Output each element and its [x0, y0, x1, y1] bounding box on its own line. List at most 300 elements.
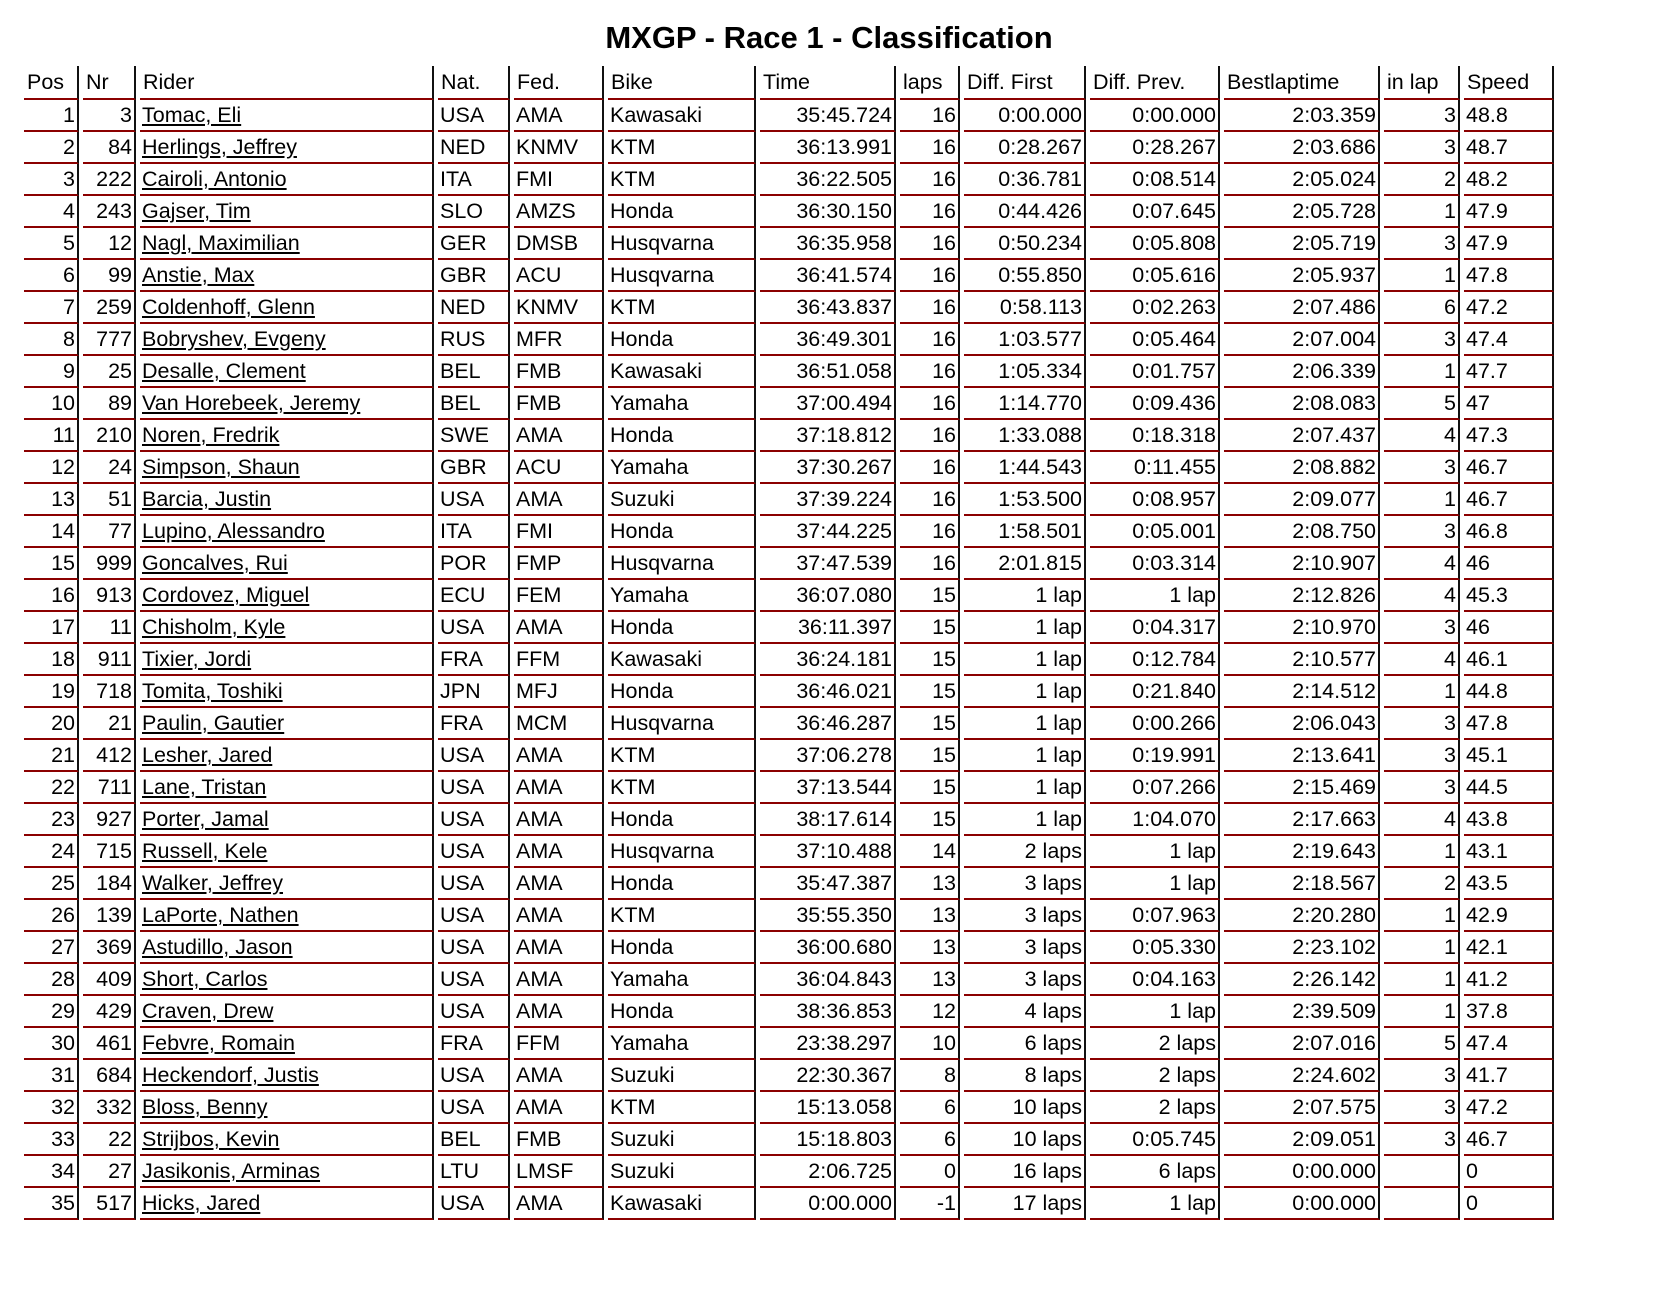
cell-laps: 16: [900, 228, 960, 260]
cell-fed: FFM: [514, 644, 604, 676]
cell-nr: 184: [83, 868, 136, 900]
cell-pos: 29: [24, 996, 79, 1028]
cell-fed: MCM: [514, 708, 604, 740]
cell-diff-prev: 0:05.616: [1090, 260, 1220, 292]
cell-in-lap: 3: [1384, 1124, 1460, 1156]
cell-diff-prev: 0:00.266: [1090, 708, 1220, 740]
rider-link[interactable]: Jasikonis, Arminas: [142, 1159, 321, 1183]
cell-bike: Yamaha: [608, 1028, 756, 1060]
cell-fed: MFJ: [514, 676, 604, 708]
cell-bike: KTM: [608, 900, 756, 932]
cell-fed: KNMV: [514, 132, 604, 164]
cell-diff-prev: 0:05.001: [1090, 516, 1220, 548]
rider-link[interactable]: Cordovez, Miguel: [142, 583, 310, 607]
cell-bike: Kawasaki: [608, 644, 756, 676]
cell-speed: 41.7: [1464, 1060, 1554, 1092]
cell-laps: 16: [900, 420, 960, 452]
table-row: [24, 964, 1554, 996]
cell-pos: 23: [24, 804, 79, 836]
cell-speed: 47.2: [1464, 1092, 1554, 1124]
rider-link[interactable]: Walker, Jeffrey: [142, 871, 283, 895]
cell-speed: 48.7: [1464, 132, 1554, 164]
cell-speed: 48.8: [1464, 100, 1554, 132]
cell-nr: 911: [83, 644, 136, 676]
cell-diff-first: 1:14.770: [964, 388, 1086, 420]
cell-nat: SWE: [438, 420, 510, 452]
cell-laps: 16: [900, 452, 960, 484]
cell-rider: [140, 1060, 434, 1092]
cell-laps: 12: [900, 996, 960, 1028]
rider-link[interactable]: Astudillo, Jason: [142, 935, 293, 959]
column-header-fed: Fed.: [514, 66, 604, 100]
cell-nr: 369: [83, 932, 136, 964]
cell-diff-prev: 0:11.455: [1090, 452, 1220, 484]
cell-fed: AMA: [514, 612, 604, 644]
cell-pos: 30: [24, 1028, 79, 1060]
column-header-nat: Nat.: [438, 66, 510, 100]
cell-laps: 15: [900, 804, 960, 836]
cell-rider: [140, 676, 434, 708]
table-row: [24, 196, 1554, 228]
cell-in-lap: 2: [1384, 868, 1460, 900]
cell-speed: 47.4: [1464, 1028, 1554, 1060]
cell-bike: Honda: [608, 868, 756, 900]
cell-laps: 15: [900, 580, 960, 612]
cell-in-lap: 1: [1384, 836, 1460, 868]
cell-time: 36:35.958: [760, 228, 896, 260]
cell-nat: ECU: [438, 580, 510, 612]
cell-in-lap: 1: [1384, 964, 1460, 996]
cell-laps: 16: [900, 100, 960, 132]
cell-nat: USA: [438, 1092, 510, 1124]
cell-nr: 718: [83, 676, 136, 708]
cell-pos: 26: [24, 900, 79, 932]
cell-in-lap: 4: [1384, 804, 1460, 836]
cell-nr: 139: [83, 900, 136, 932]
rider-link[interactable]: Cairoli, Antonio: [142, 167, 287, 191]
table-row: [24, 100, 1554, 132]
cell-nr: 927: [83, 804, 136, 836]
cell-speed: 46.7: [1464, 452, 1554, 484]
cell-bestlaptime: 2:08.083: [1224, 388, 1380, 420]
cell-diff-prev: 0:21.840: [1090, 676, 1220, 708]
rider-link[interactable]: Coldenhoff, Glenn: [142, 295, 315, 319]
cell-fed: FMI: [514, 164, 604, 196]
cell-bestlaptime: 2:05.937: [1224, 260, 1380, 292]
column-header-time: Time: [760, 66, 896, 100]
rider-link[interactable]: Nagl, Maximilian: [142, 231, 300, 255]
cell-bike: Honda: [608, 676, 756, 708]
cell-pos: 1: [24, 100, 79, 132]
rider-link[interactable]: Lesher, Jared: [142, 743, 273, 767]
cell-time: 36:24.181: [760, 644, 896, 676]
cell-rider: [140, 644, 434, 676]
cell-diff-prev: 2 laps: [1090, 1028, 1220, 1060]
rider-link[interactable]: Short, Carlos: [142, 967, 268, 991]
cell-diff-prev: 0:18.318: [1090, 420, 1220, 452]
cell-diff-first: 0:55.850: [964, 260, 1086, 292]
table-header-row: [24, 66, 1554, 100]
rider-link[interactable]: Goncalves, Rui: [142, 551, 288, 575]
cell-in-lap: 1: [1384, 676, 1460, 708]
cell-diff-prev: 0:08.514: [1090, 164, 1220, 196]
cell-nat: SLO: [438, 196, 510, 228]
cell-nat: BEL: [438, 388, 510, 420]
cell-diff-first: 0:28.267: [964, 132, 1086, 164]
cell-fed: AMA: [514, 836, 604, 868]
rider-link[interactable]: Chisholm, Kyle: [142, 615, 286, 639]
cell-fed: MFR: [514, 324, 604, 356]
column-header-laps: laps: [900, 66, 960, 100]
cell-time: 15:13.058: [760, 1092, 896, 1124]
cell-laps: 16: [900, 516, 960, 548]
cell-laps: -1: [900, 1188, 960, 1220]
cell-in-lap: 3: [1384, 100, 1460, 132]
cell-time: 36:43.837: [760, 292, 896, 324]
rider-link[interactable]: Craven, Drew: [142, 999, 274, 1023]
cell-laps: 14: [900, 836, 960, 868]
cell-bike: KTM: [608, 1092, 756, 1124]
cell-speed: 43.8: [1464, 804, 1554, 836]
cell-laps: 16: [900, 388, 960, 420]
cell-diff-first: 3 laps: [964, 964, 1086, 996]
cell-diff-first: 1:58.501: [964, 516, 1086, 548]
cell-bestlaptime: 2:07.016: [1224, 1028, 1380, 1060]
cell-diff-first: 0:50.234: [964, 228, 1086, 260]
table-row: [24, 740, 1554, 772]
cell-speed: 45.1: [1464, 740, 1554, 772]
cell-pos: 32: [24, 1092, 79, 1124]
cell-diff-prev: 0:19.991: [1090, 740, 1220, 772]
cell-bestlaptime: 2:05.024: [1224, 164, 1380, 196]
cell-nr: 11: [83, 612, 136, 644]
cell-pos: 13: [24, 484, 79, 516]
rider-link[interactable]: Heckendorf, Justis: [142, 1063, 319, 1087]
rider-link[interactable]: Lane, Tristan: [142, 775, 267, 799]
cell-pos: 4: [24, 196, 79, 228]
cell-time: 37:39.224: [760, 484, 896, 516]
cell-bike: KTM: [608, 292, 756, 324]
table-row: [24, 836, 1554, 868]
cell-rider: [140, 164, 434, 196]
cell-fed: FMI: [514, 516, 604, 548]
cell-diff-first: 10 laps: [964, 1092, 1086, 1124]
cell-rider: [140, 868, 434, 900]
cell-time: 36:11.397: [760, 612, 896, 644]
cell-fed: ACU: [514, 260, 604, 292]
cell-speed: 47.9: [1464, 228, 1554, 260]
cell-pos: 8: [24, 324, 79, 356]
cell-in-lap: 4: [1384, 580, 1460, 612]
cell-nat: USA: [438, 772, 510, 804]
cell-nr: 999: [83, 548, 136, 580]
cell-diff-first: 1 lap: [964, 772, 1086, 804]
cell-diff-first: 10 laps: [964, 1124, 1086, 1156]
rider-link[interactable]: Russell, Kele: [142, 839, 268, 863]
table-row: [24, 420, 1554, 452]
rider-link[interactable]: Tixier, Jordi: [142, 647, 252, 671]
rider-link[interactable]: Strijbos, Kevin: [142, 1127, 280, 1151]
rider-link[interactable]: Bobryshev, Evgeny: [142, 327, 326, 351]
cell-diff-prev: 0:08.957: [1090, 484, 1220, 516]
cell-in-lap: 1: [1384, 996, 1460, 1028]
cell-diff-first: 1:05.334: [964, 356, 1086, 388]
cell-speed: 47.2: [1464, 292, 1554, 324]
rider-link[interactable]: Simpson, Shaun: [142, 455, 300, 479]
table-row: [24, 516, 1554, 548]
cell-speed: 46.8: [1464, 516, 1554, 548]
cell-bike: Yamaha: [608, 452, 756, 484]
cell-bestlaptime: 2:24.602: [1224, 1060, 1380, 1092]
table-row: [24, 292, 1554, 324]
cell-bestlaptime: 2:09.051: [1224, 1124, 1380, 1156]
rider-link[interactable]: Herlings, Jeffrey: [142, 135, 297, 159]
cell-nr: 89: [83, 388, 136, 420]
table-row: [24, 452, 1554, 484]
classification-table: [20, 66, 1558, 1220]
cell-fed: FFM: [514, 1028, 604, 1060]
cell-rider: [140, 836, 434, 868]
cell-laps: 16: [900, 196, 960, 228]
cell-diff-prev: 0:07.963: [1090, 900, 1220, 932]
cell-speed: 47.8: [1464, 260, 1554, 292]
cell-time: 37:00.494: [760, 388, 896, 420]
rider-link[interactable]: Barcia, Justin: [142, 487, 272, 511]
rider-link[interactable]: Hicks, Jared: [142, 1191, 261, 1215]
cell-in-lap: 3: [1384, 516, 1460, 548]
cell-time: 37:44.225: [760, 516, 896, 548]
cell-diff-prev: 6 laps: [1090, 1156, 1220, 1188]
cell-nr: 711: [83, 772, 136, 804]
cell-in-lap: 5: [1384, 388, 1460, 420]
cell-nr: 517: [83, 1188, 136, 1220]
table-row: [24, 676, 1554, 708]
cell-diff-prev: 1 lap: [1090, 996, 1220, 1028]
cell-nat: ITA: [438, 164, 510, 196]
cell-time: 36:22.505: [760, 164, 896, 196]
cell-diff-first: 1 lap: [964, 644, 1086, 676]
cell-bestlaptime: 2:07.004: [1224, 324, 1380, 356]
rider-link[interactable]: Porter, Jamal: [142, 807, 269, 831]
cell-speed: 46: [1464, 548, 1554, 580]
cell-in-lap: 1: [1384, 196, 1460, 228]
cell-in-lap: 1: [1384, 260, 1460, 292]
cell-speed: 48.2: [1464, 164, 1554, 196]
cell-bike: Kawasaki: [608, 100, 756, 132]
cell-fed: AMA: [514, 772, 604, 804]
cell-laps: 15: [900, 708, 960, 740]
rider-link[interactable]: Lupino, Alessandro: [142, 519, 325, 543]
cell-time: 36:13.991: [760, 132, 896, 164]
rider-link[interactable]: Tomac, Eli: [142, 103, 242, 127]
cell-pos: 19: [24, 676, 79, 708]
cell-fed: AMA: [514, 484, 604, 516]
cell-nat: USA: [438, 1188, 510, 1220]
cell-pos: 16: [24, 580, 79, 612]
cell-nr: 412: [83, 740, 136, 772]
table-row: [24, 260, 1554, 292]
rider-link[interactable]: Noren, Fredrik: [142, 423, 280, 447]
rider-link[interactable]: Tomita, Toshiki: [142, 679, 283, 703]
cell-laps: 10: [900, 1028, 960, 1060]
cell-in-lap: 2: [1384, 164, 1460, 196]
cell-in-lap: 3: [1384, 1060, 1460, 1092]
cell-laps: 8: [900, 1060, 960, 1092]
cell-bike: Yamaha: [608, 580, 756, 612]
cell-bike: Honda: [608, 196, 756, 228]
cell-rider: [140, 196, 434, 228]
rider-link[interactable]: Gajser, Tim: [142, 199, 251, 223]
table-row: [24, 1060, 1554, 1092]
cell-bestlaptime: 2:08.882: [1224, 452, 1380, 484]
cell-nat: NED: [438, 292, 510, 324]
cell-in-lap: 3: [1384, 452, 1460, 484]
cell-fed: FMB: [514, 1124, 604, 1156]
cell-time: 36:07.080: [760, 580, 896, 612]
cell-speed: 44.8: [1464, 676, 1554, 708]
cell-time: 38:36.853: [760, 996, 896, 1028]
cell-diff-first: 17 laps: [964, 1188, 1086, 1220]
cell-time: 37:18.812: [760, 420, 896, 452]
cell-in-lap: 1: [1384, 900, 1460, 932]
cell-bestlaptime: 2:07.486: [1224, 292, 1380, 324]
table-row: [24, 868, 1554, 900]
cell-bike: KTM: [608, 772, 756, 804]
cell-diff-prev: 0:28.267: [1090, 132, 1220, 164]
cell-bike: Honda: [608, 932, 756, 964]
cell-fed: AMA: [514, 804, 604, 836]
cell-diff-first: 1 lap: [964, 708, 1086, 740]
cell-pos: 5: [24, 228, 79, 260]
table-row: [24, 900, 1554, 932]
cell-pos: 17: [24, 612, 79, 644]
cell-bike: Honda: [608, 516, 756, 548]
rider-link[interactable]: Anstie, Max: [142, 263, 255, 287]
table-row: [24, 996, 1554, 1028]
rider-link[interactable]: Van Horebeek, Jeremy: [142, 391, 361, 415]
cell-in-lap: 4: [1384, 644, 1460, 676]
cell-in-lap: 3: [1384, 132, 1460, 164]
cell-bike: Kawasaki: [608, 1188, 756, 1220]
cell-rider: [140, 292, 434, 324]
rider-link[interactable]: Bloss, Benny: [142, 1095, 268, 1119]
cell-nat: USA: [438, 740, 510, 772]
cell-laps: 16: [900, 164, 960, 196]
cell-bike: Suzuki: [608, 1156, 756, 1188]
cell-pos: 2: [24, 132, 79, 164]
cell-diff-prev: 0:03.314: [1090, 548, 1220, 580]
table-row: [24, 612, 1554, 644]
cell-nr: 243: [83, 196, 136, 228]
cell-bestlaptime: 2:08.750: [1224, 516, 1380, 548]
rider-link[interactable]: Febvre, Romain: [142, 1031, 295, 1055]
cell-fed: AMA: [514, 100, 604, 132]
cell-bike: KTM: [608, 132, 756, 164]
cell-bestlaptime: 2:10.577: [1224, 644, 1380, 676]
cell-fed: AMA: [514, 996, 604, 1028]
cell-bike: Suzuki: [608, 1060, 756, 1092]
cell-time: 22:30.367: [760, 1060, 896, 1092]
cell-diff-first: 3 laps: [964, 932, 1086, 964]
cell-rider: [140, 708, 434, 740]
cell-in-lap: 4: [1384, 420, 1460, 452]
cell-laps: 15: [900, 612, 960, 644]
cell-nat: LTU: [438, 1156, 510, 1188]
cell-pos: 11: [24, 420, 79, 452]
cell-bestlaptime: 2:39.509: [1224, 996, 1380, 1028]
cell-diff-first: 4 laps: [964, 996, 1086, 1028]
cell-laps: 15: [900, 740, 960, 772]
cell-pos: 18: [24, 644, 79, 676]
cell-nat: USA: [438, 900, 510, 932]
cell-bike: Suzuki: [608, 484, 756, 516]
table-row: [24, 132, 1554, 164]
cell-laps: 16: [900, 324, 960, 356]
cell-speed: 43.1: [1464, 836, 1554, 868]
cell-rider: [140, 900, 434, 932]
cell-bestlaptime: 2:15.469: [1224, 772, 1380, 804]
cell-diff-first: 8 laps: [964, 1060, 1086, 1092]
cell-nr: 24: [83, 452, 136, 484]
cell-nat: POR: [438, 548, 510, 580]
cell-rider: [140, 484, 434, 516]
cell-nr: 461: [83, 1028, 136, 1060]
cell-pos: 34: [24, 1156, 79, 1188]
cell-laps: 13: [900, 900, 960, 932]
cell-diff-first: 6 laps: [964, 1028, 1086, 1060]
page-title: MXGP - Race 1 - Classification: [605, 20, 1053, 55]
cell-nr: 77: [83, 516, 136, 548]
cell-in-lap: 3: [1384, 228, 1460, 260]
table-row: [24, 644, 1554, 676]
cell-nat: USA: [438, 868, 510, 900]
cell-in-lap: 5: [1384, 1028, 1460, 1060]
cell-diff-prev: 0:12.784: [1090, 644, 1220, 676]
cell-in-lap: 1: [1384, 484, 1460, 516]
cell-pos: 33: [24, 1124, 79, 1156]
cell-bestlaptime: 2:06.339: [1224, 356, 1380, 388]
cell-bestlaptime: 2:07.437: [1224, 420, 1380, 452]
cell-bike: KTM: [608, 740, 756, 772]
cell-time: 35:55.350: [760, 900, 896, 932]
cell-rider: [140, 1156, 434, 1188]
cell-time: 36:49.301: [760, 324, 896, 356]
cell-pos: 20: [24, 708, 79, 740]
cell-time: 35:47.387: [760, 868, 896, 900]
cell-rider: [140, 1092, 434, 1124]
cell-speed: 47.7: [1464, 356, 1554, 388]
cell-laps: 15: [900, 676, 960, 708]
cell-nat: USA: [438, 612, 510, 644]
cell-diff-first: 3 laps: [964, 900, 1086, 932]
cell-bestlaptime: 2:23.102: [1224, 932, 1380, 964]
cell-pos: 35: [24, 1188, 79, 1220]
rider-link[interactable]: Paulin, Gautier: [142, 711, 285, 735]
cell-bike: Suzuki: [608, 1124, 756, 1156]
cell-bike: Husqvarna: [608, 836, 756, 868]
cell-time: 36:41.574: [760, 260, 896, 292]
cell-nr: 332: [83, 1092, 136, 1124]
cell-speed: 45.3: [1464, 580, 1554, 612]
cell-nat: BEL: [438, 1124, 510, 1156]
rider-link[interactable]: Desalle, Clement: [142, 359, 306, 383]
column-header-bestlaptime: Bestlaptime: [1224, 66, 1380, 100]
cell-bike: Husqvarna: [608, 228, 756, 260]
rider-link[interactable]: LaPorte, Nathen: [142, 903, 299, 927]
cell-bike: Yamaha: [608, 388, 756, 420]
cell-rider: [140, 996, 434, 1028]
cell-speed: 47: [1464, 388, 1554, 420]
